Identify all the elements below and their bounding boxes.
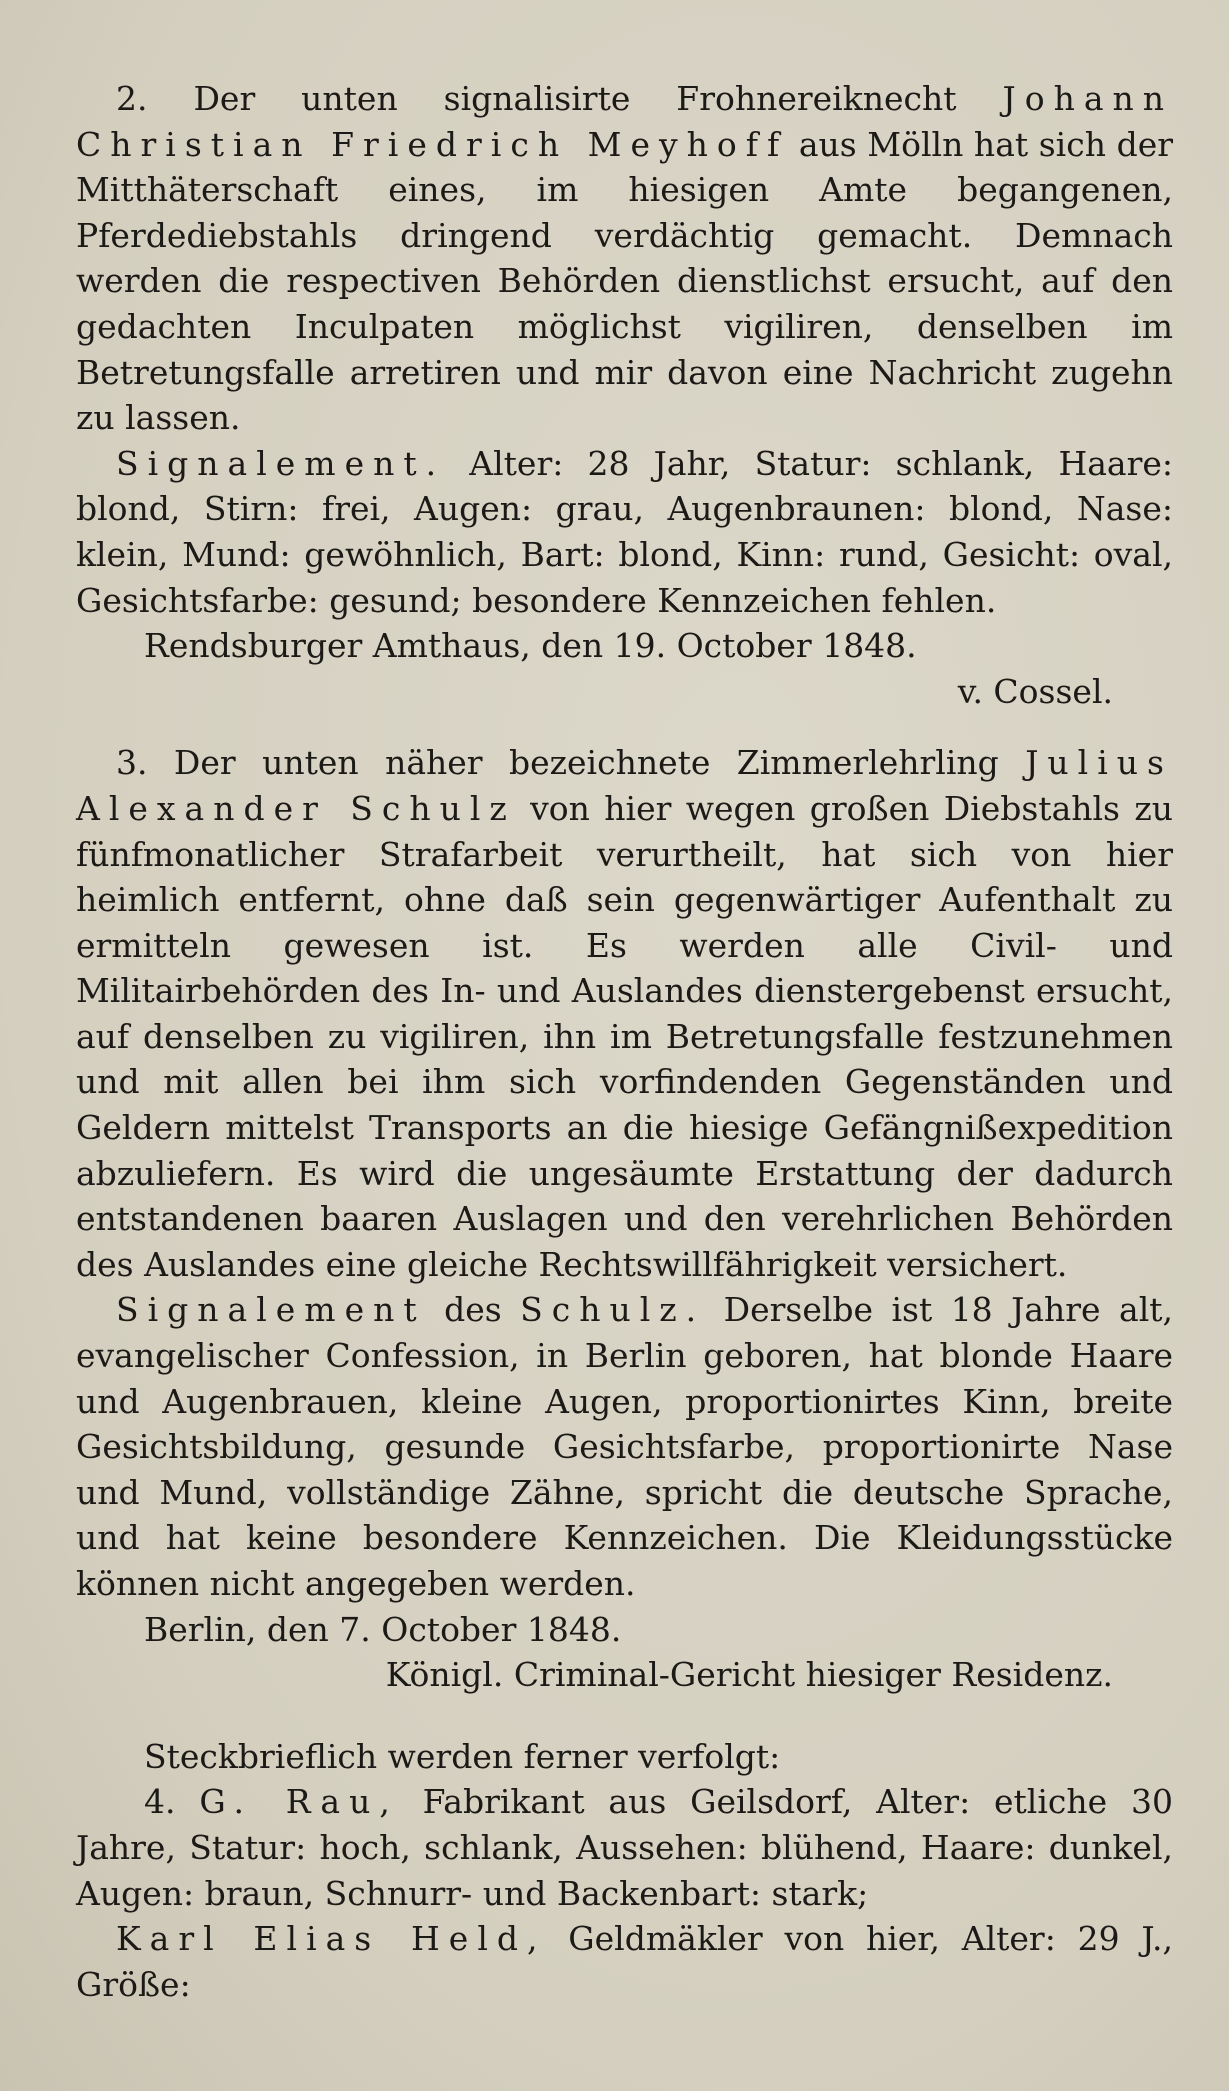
person-name: G. Rau, <box>199 1782 399 1822</box>
notice-number: 4. <box>144 1782 176 1822</box>
person-name: Schulz. <box>520 1290 706 1330</box>
signalement-text: Alter: 28 Jahr, Statur: schlank, Haare: blond, Stirn: frei, Augen: grau, Augenbraunen: blond, Nase: klein, Mund: gewöhnlich, Bart: blond, Kinn: rund, Gesicht: oval, Gesichtsfarbe: gesund; besondere Kennzeichen fehlen. <box>76 443 1173 620</box>
signalement-label: Signalement <box>116 1290 426 1330</box>
notice-number: 3. <box>116 743 148 783</box>
signalement-text: Derselbe ist 18 Jahre alt, evangelischer Confession, in Berlin geboren, hat blonde Haare und Augenbrauen, kleine Augen, proportionirtes Kinn, breite Gesichtsbildung, gesunde Gesichtsfarbe, proportionirte Nase und Mund, vollständige Zähne, spricht die deutsche Sprache, und hat keine besondere Kennzeichen. Die Kleidungsstücke können nicht angegeben werden. <box>76 1290 1174 1603</box>
notice-number: 2. <box>116 79 148 118</box>
notice-text: Der unten signalisirte Frohnereiknecht <box>193 79 957 118</box>
notice-text: Der unten näher bezeichnete Zimmerlehrling <box>173 743 999 783</box>
person-name: Karl Elias Held, <box>116 1919 547 1959</box>
notice-2 <box>76 76 1173 714</box>
person-name: Johann Christian Friedrich Meyhoff <box>76 79 1173 164</box>
notice-text: Geldmäkler von hier, Alter: 29 J., Größe: <box>76 1919 1173 2004</box>
notice-text: Fabrikant aus Geilsdorf, Alter: etliche 30 Jahre, Statur: hoch, schlank, Aussehen: blühend, Haare: dunkel, Augen: braun, Schnurr- und Backenbart: stark; <box>76 1782 1173 1913</box>
person-name: Julius Alexander Schulz <box>76 743 1173 828</box>
signature: v. Cossel. <box>957 671 1113 711</box>
notice-3 <box>76 740 1173 1697</box>
place-date: Berlin, den 7. October 1848. <box>144 1609 622 1649</box>
signalement-text: des <box>444 1290 502 1330</box>
place-date: Rendsburger Amthaus, den 19. October 1848. <box>144 626 917 666</box>
notice-text: aus Mölln hat sich der Mitthäterschaft eines, im hiesigen Amte begangenen, Pferdediebstahls dringend verdächtig gemacht. Demnach werden die respectiven Behörden dienstlichst ersucht, auf den gedachten Inculpaten möglichst vigiliren, denselben im Betretungsfalle arretiren und mir davon eine Nachricht zugehn zu lassen. <box>76 124 1174 438</box>
signature: Königl. Criminal-Gericht hiesiger Residenz. <box>385 1655 1113 1695</box>
signalement-label: Signalement. <box>116 443 446 483</box>
section-heading: Steckbrieflich werden ferner verfolgt: <box>144 1736 781 1776</box>
notice-text: von hier wegen großen Diebstahls zu fünfmonatlicher Strafarbeit verurtheilt, hat sich von hier heimlich entfernt, ohne daß sein gegenwärtiger Aufenthalt zu ermitteln gewesen ist. Es werden alle Civil- und Militairbehörden des In- und Auslandes dienstergebenst ersucht, auf denselben zu vigiliren, ihn im Betretungsfalle festzunehmen und mit allen bei ihm sich vorfindenden Gegenständen und Geldern mittelst Transports an die hiesige Gefängnißexpedition abzuliefern. Es wird die ungesäumte Erstattung der dadurch entstandenen baaren Auslagen und den verehrlichen Behörden des Auslandes eine gleiche Rechtswillfährigkeit versichert. <box>76 788 1173 1284</box>
notice-4 <box>76 1734 1173 2008</box>
